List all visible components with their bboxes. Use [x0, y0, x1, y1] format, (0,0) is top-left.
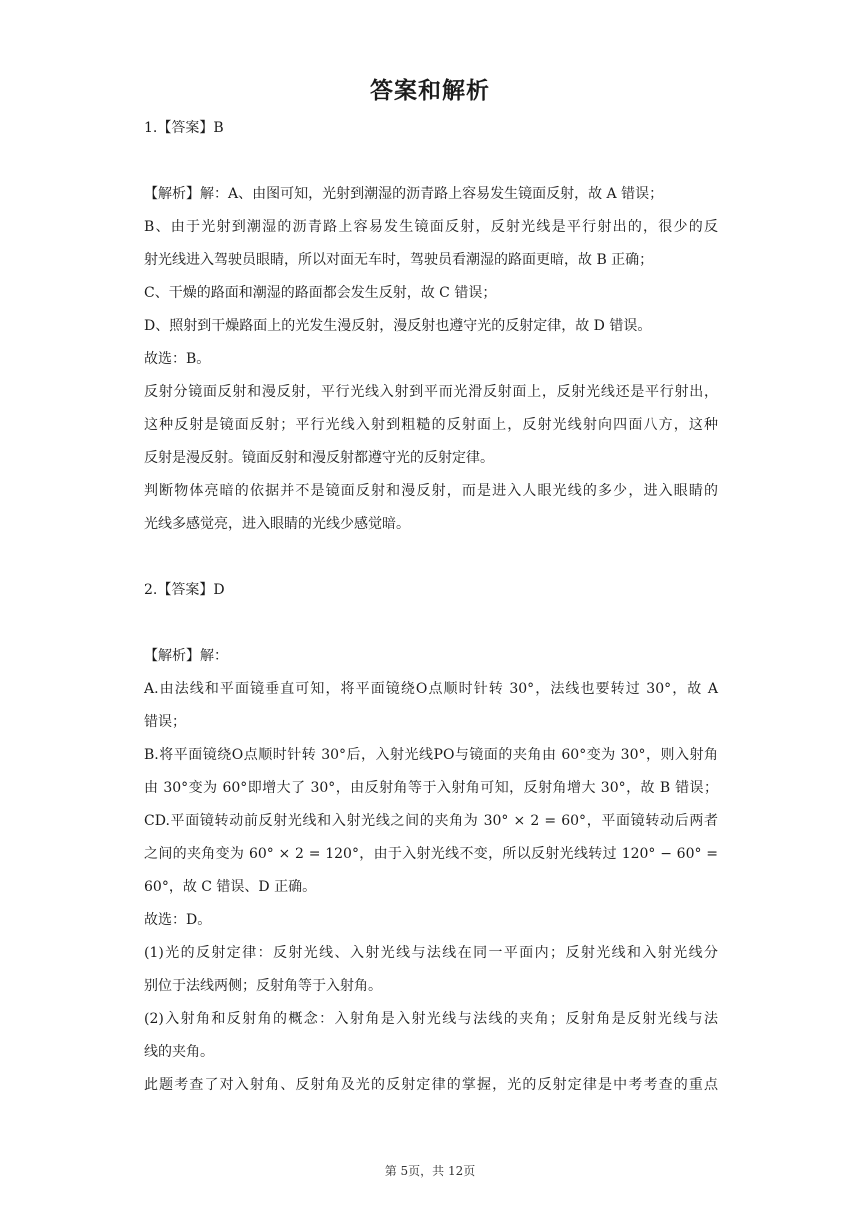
spacer [144, 145, 718, 178]
text-line: 射光线进入驾驶员眼睛，所以对面无车时，驾驶员看潮湿的路面更暗，故 B 正确； [144, 252, 654, 268]
text-line: 故选：B。 [144, 351, 211, 367]
text-line: 之间的夹角变为 60° × 2 = 120°，由于入射光线不变，所以反射光线转过 120° − 60° = [144, 846, 718, 862]
text-line: 此题考查了对入射角、反射角及光的反射定律的掌握，光的反射定律是中考考查的重点 [144, 1077, 718, 1093]
text-line: CD.平面镜转动前反射光线和入射光线之间的夹角为 30° × 2 = 60°，平面镜转动后两者 [144, 813, 718, 829]
page-title: 答案和解析 [370, 78, 490, 104]
page-footer: 第 5页，共 12页 [384, 1164, 476, 1178]
answer-2-heading: 2.【答案】D [144, 582, 225, 598]
text-line: B、由于光射到潮湿的沥青路上容易发生镜面反射，反射光线是平行射出的，很少的反 [144, 219, 718, 235]
text-line: D、照射到干燥路面上的光发生漫反射，漫反射也遵守光的反射定律，故 D 错误。 [144, 318, 652, 334]
text-line: 【解析】解：A、由图可知，光射到潮湿的沥青路上容易发生镜面反射，故 A 错误； [144, 186, 664, 202]
document-body [144, 112, 718, 1102]
text-line: C、干燥的路面和潮湿的路面都会发生反射，故 C 错误； [144, 285, 497, 301]
text-line: 线的夹角。 [144, 1044, 214, 1060]
spacer [144, 607, 718, 640]
text-line: 反射分镜面反射和漫反射，平行光线入射到平而光滑反射面上，反射光线还是平行射出， [144, 384, 718, 400]
text-line: (2)入射角和反射角的概念：入射角是入射光线与法线的夹角；反射角是反射光线与法 [144, 1011, 718, 1027]
text-line: 光线多感觉亮，进入眼睛的光线少感觉暗。 [144, 516, 410, 532]
answer-1-heading: 1.【答案】B [144, 120, 224, 136]
text-line: (1)光的反射定律：反射光线、入射光线与法线在同一平面内；反射光线和入射光线分 [144, 945, 718, 961]
text-line: 反射是漫反射。镜面反射和漫反射都遵守光的反射定律。 [144, 450, 494, 466]
text-line: 别位于法线两侧；反射角等于入射角。 [144, 978, 382, 994]
text-line: 【解析】解： [144, 648, 228, 664]
spacer [144, 541, 718, 574]
text-line: A.由法线和平面镜垂直可知，将平面镜绕O点顺时针转 30°，法线也要转过 30°，故 A [144, 681, 718, 697]
text-line: 由 30°变为 60°即增大了 30°，由反射角等于入射角可知，反射角增大 30°，故 B 错误； [144, 780, 718, 796]
text-line: 错误； [144, 714, 186, 730]
text-line: 60°，故 C 错误、D 正确。 [144, 879, 317, 895]
text-line: B.将平面镜绕O点顺时针转 30°后，入射光线PO与镜面的夹角由 60°变为 30°，则入射角 [144, 747, 718, 763]
text-line: 这种反射是镜面反射；平行光线入射到粗糙的反射面上，反射光线射向四面八方，这种 [144, 417, 718, 433]
text-line: 判断物体亮暗的依据并不是镜面反射和漫反射，而是进入人眼光线的多少，进入眼睛的 [144, 483, 718, 499]
text-line: 故选：D。 [144, 912, 212, 928]
